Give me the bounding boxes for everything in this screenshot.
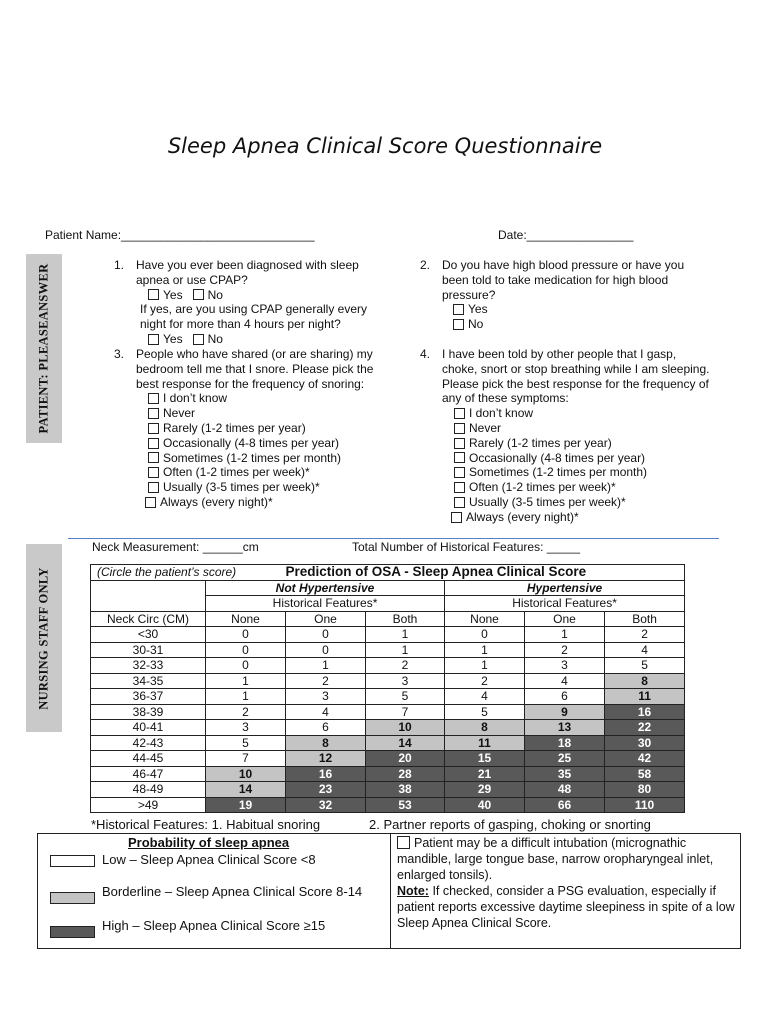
score-cell[interactable]: 11: [445, 735, 525, 751]
score-cell[interactable]: 8: [445, 720, 525, 736]
q4-option-label: Always (every night)*: [466, 509, 579, 524]
q3-option-label: Occasionally (4-8 times per year): [163, 435, 340, 450]
score-cell[interactable]: 8: [605, 673, 685, 689]
score-cell[interactable]: 10: [366, 720, 445, 736]
neck-circ-cell: 32-33: [91, 658, 206, 674]
score-cell[interactable]: 0: [286, 642, 366, 658]
neck-circ-cell: 44-45: [91, 751, 206, 767]
question-3-number: 3.: [114, 347, 125, 361]
q1-followup-yes-label: Yes: [163, 331, 183, 346]
q4-option[interactable]: [454, 495, 710, 510]
q4-option[interactable]: [454, 421, 710, 436]
question-1-text: Have you ever been diagnosed with sleep apnea or use CPAP?: [136, 258, 359, 287]
q4-option-label: I don’t know: [469, 406, 534, 421]
col-header: One: [286, 611, 366, 627]
score-cell[interactable]: 1: [206, 689, 286, 705]
table-title: Prediction of OSA - Sleep Apnea Clinical Score: [286, 565, 685, 581]
score-cell[interactable]: 29: [445, 782, 525, 798]
patient-sidebar: [26, 254, 62, 443]
historical-features-header-right: Historical Features*: [445, 596, 685, 612]
score-cell[interactable]: 10: [206, 766, 286, 782]
score-cell[interactable]: 12: [286, 751, 366, 767]
borderline-label: Borderline – Sleep Apnea Clinical Score 8-14: [102, 884, 363, 899]
col-header: Both: [366, 611, 445, 627]
score-cell[interactable]: 9: [525, 704, 605, 720]
score-cell[interactable]: 19: [206, 797, 286, 813]
score-cell[interactable]: 7: [366, 704, 445, 720]
score-cell[interactable]: 11: [605, 689, 685, 705]
q4-option-label: Occasionally (4-8 times per year): [469, 450, 646, 465]
score-cell[interactable]: 42: [605, 751, 685, 767]
neck-circ-cell: 38-39: [91, 704, 206, 720]
score-cell[interactable]: 1: [366, 642, 445, 658]
score-table: [90, 564, 685, 813]
col-header: Both: [605, 611, 685, 627]
legend-title: Probability of sleep apnea: [128, 835, 290, 850]
q4-option-checkbox[interactable]: [454, 423, 465, 434]
borderline-swatch: [50, 892, 95, 904]
q1-no-label: No: [207, 287, 223, 302]
q1-followup-yes-checkbox[interactable]: [148, 334, 159, 345]
score-cell[interactable]: 48: [525, 782, 605, 798]
neck-circ-header: Neck Circ (CM): [91, 611, 206, 627]
q4-option-label: Never: [469, 420, 502, 435]
score-cell[interactable]: 0: [445, 627, 525, 643]
q3-option[interactable]: [148, 480, 386, 495]
score-cell[interactable]: 1: [286, 658, 366, 674]
score-cell[interactable]: 66: [525, 797, 605, 813]
score-cell[interactable]: 80: [605, 782, 685, 798]
footnote-left: *Historical Features: 1. Habitual snoring: [91, 817, 321, 832]
q4-option-checkbox[interactable]: [454, 482, 465, 493]
score-cell[interactable]: 5: [206, 735, 286, 751]
question-1-followup: If yes, are you using CPAP generally every night for more than 4 hours per night?: [140, 302, 368, 332]
neck-circ-cell: 48-49: [91, 782, 206, 798]
score-cell[interactable]: 4: [525, 673, 605, 689]
historical-features-total-field[interactable]: Total Number of Historical Features: _____: [352, 540, 581, 554]
score-cell[interactable]: 58: [605, 766, 685, 782]
table-row: [91, 797, 685, 813]
q3-option[interactable]: [148, 465, 386, 480]
q3-option-checkbox[interactable]: [148, 393, 159, 404]
score-cell[interactable]: 53: [366, 797, 445, 813]
q4-option-checkbox[interactable]: [454, 438, 465, 449]
table-row: [91, 735, 685, 751]
q4-option[interactable]: [454, 436, 710, 451]
question-1: [114, 258, 394, 348]
footnote-right: 2. Partner reports of gasping, choking or snorting: [369, 817, 651, 832]
score-cell[interactable]: 4: [605, 642, 685, 658]
score-cell[interactable]: 1: [206, 673, 286, 689]
date-field[interactable]: Date:________________: [498, 228, 634, 242]
score-cell[interactable]: 1: [445, 642, 525, 658]
question-2-number: 2.: [420, 258, 431, 272]
question-3: [114, 347, 394, 527]
circle-score-note: (Circle the patient’s score): [91, 565, 286, 581]
score-cell[interactable]: 110: [605, 797, 685, 813]
score-cell[interactable]: 6: [525, 689, 605, 705]
q3-option[interactable]: [148, 436, 386, 451]
table-row: [91, 658, 685, 674]
question-1-number: 1.: [114, 258, 125, 272]
score-cell[interactable]: 6: [286, 720, 366, 736]
score-cell[interactable]: 28: [366, 766, 445, 782]
low-swatch: [50, 855, 95, 867]
q2-no-label: No: [468, 317, 484, 332]
staff-sidebar: [26, 544, 62, 732]
table-row: [91, 689, 685, 705]
q4-options: [442, 406, 710, 524]
patient-sidebar-label: PATIENT: PLEASEANSWER: [36, 263, 51, 434]
question-2: [420, 258, 710, 338]
score-cell[interactable]: 8: [286, 735, 366, 751]
table-row: [91, 642, 685, 658]
score-cell[interactable]: 0: [206, 627, 286, 643]
score-cell[interactable]: 5: [605, 658, 685, 674]
neck-measurement-field[interactable]: Neck Measurement: ______cm: [92, 540, 259, 554]
score-cell[interactable]: 5: [366, 689, 445, 705]
col-header: One: [525, 611, 605, 627]
q3-options: [136, 391, 386, 509]
low-label: Low – Sleep Apnea Clinical Score <8: [102, 852, 316, 867]
q4-option[interactable]: [454, 480, 710, 495]
score-cell[interactable]: 2: [525, 642, 605, 658]
table-row: [91, 704, 685, 720]
q1-followup-no-label: No: [207, 331, 223, 346]
question-4-number: 4.: [420, 347, 431, 361]
q3-option-checkbox[interactable]: [148, 438, 159, 449]
score-cell[interactable]: 30: [605, 735, 685, 751]
legend-panel: [37, 833, 741, 949]
q3-option[interactable]: [148, 451, 386, 466]
score-cell[interactable]: 7: [206, 751, 286, 767]
score-cell[interactable]: 2: [445, 673, 525, 689]
page-title: Sleep Apnea Clinical Score Questionnaire: [167, 134, 603, 158]
q3-option-checkbox[interactable]: [148, 423, 159, 434]
q3-option[interactable]: [148, 421, 386, 436]
staff-sidebar-label: NURSING STAFF ONLY: [36, 566, 51, 710]
question-4: [420, 347, 710, 527]
score-cell[interactable]: 35: [525, 766, 605, 782]
question-4-text: I have been told by other people that I gasp, choke, snort or stop breathing while I am sleeping. Please pick the best response for the frequency of any of these symptoms:: [442, 347, 710, 406]
intubation-checkbox[interactable]: [397, 836, 410, 849]
score-cell[interactable]: 21: [445, 766, 525, 782]
q3-option-label: Rarely (1-2 times per year): [163, 420, 306, 435]
score-cell[interactable]: 23: [286, 782, 366, 798]
score-cell[interactable]: 3: [525, 658, 605, 674]
col-header: None: [206, 611, 286, 627]
note-text: If checked, consider a PSG evaluation, especially if patient reports excessive daytime sleepiness in spite of a low Sleep Apnea Clinical Score.: [397, 884, 735, 930]
score-cell[interactable]: 4: [445, 689, 525, 705]
score-cell[interactable]: 18: [525, 735, 605, 751]
score-cell[interactable]: 20: [366, 751, 445, 767]
table-row: [91, 782, 685, 798]
score-cell[interactable]: 2: [206, 704, 286, 720]
q4-option-label: Usually (3-5 times per week)*: [469, 494, 626, 509]
score-cell[interactable]: 22: [605, 720, 685, 736]
q3-option-label: Never: [163, 406, 196, 421]
score-cell[interactable]: 3: [366, 673, 445, 689]
neck-circ-cell: 42-43: [91, 735, 206, 751]
score-cell[interactable]: 4: [286, 704, 366, 720]
score-cell[interactable]: 32: [286, 797, 366, 813]
score-cell[interactable]: 5: [445, 704, 525, 720]
col-header: None: [445, 611, 525, 627]
score-cell[interactable]: 13: [525, 720, 605, 736]
q3-option-label: Usually (3-5 times per week)*: [163, 480, 320, 495]
neck-circ-cell: 36-37: [91, 689, 206, 705]
score-cell[interactable]: 3: [286, 689, 366, 705]
neck-circ-cell: 46-47: [91, 766, 206, 782]
intubation-block: [397, 835, 737, 883]
score-cell[interactable]: 2: [286, 673, 366, 689]
q4-option-checkbox[interactable]: [454, 408, 465, 419]
q3-option-label: Sometimes (1-2 times per month): [163, 450, 342, 465]
legend-divider: [390, 834, 391, 948]
high-label: High – Sleep Apnea Clinical Score ≥15: [102, 918, 326, 933]
q3-option-checkbox[interactable]: [148, 482, 159, 493]
score-cell[interactable]: 2: [366, 658, 445, 674]
score-cell[interactable]: 1: [366, 627, 445, 643]
score-cell[interactable]: 0: [206, 658, 286, 674]
q2-yes-label: Yes: [468, 302, 488, 317]
q3-option-label: Often (1-2 times per week)*: [163, 465, 310, 480]
q1-no-checkbox[interactable]: [193, 289, 204, 300]
question-2-text: Do you have high blood pressure or have you been told to take medication for high blood pressure?: [442, 258, 685, 302]
score-cell[interactable]: 38: [366, 782, 445, 798]
q4-option-label: Often (1-2 times per week)*: [469, 480, 616, 495]
score-cell[interactable]: 40: [445, 797, 525, 813]
q2-no-checkbox[interactable]: [453, 319, 464, 330]
note-block: [397, 883, 737, 931]
q4-option-checkbox[interactable]: [454, 452, 465, 463]
q3-option[interactable]: [145, 495, 386, 510]
note-label: Note:: [397, 884, 429, 898]
q4-option[interactable]: [454, 465, 710, 480]
intubation-text: Patient may be a difficult intubation (micrognathic mandible, large tongue base, narrow oropharyngeal inlet, enlarged tonsils).: [397, 836, 714, 882]
neck-circ-cell: 30-31: [91, 642, 206, 658]
q3-option[interactable]: [148, 391, 386, 406]
score-cell[interactable]: 0: [206, 642, 286, 658]
q2-yes-checkbox[interactable]: [453, 304, 464, 315]
score-cell[interactable]: 15: [445, 751, 525, 767]
table-row: [91, 751, 685, 767]
q3-option-label: Always (every night)*: [160, 494, 273, 509]
q3-option-checkbox[interactable]: [148, 408, 159, 419]
table-row: [91, 673, 685, 689]
q4-option-label: Sometimes (1-2 times per month): [469, 465, 648, 480]
q3-option-checkbox[interactable]: [145, 497, 156, 508]
table-row: [91, 720, 685, 736]
q1-followup-no-checkbox[interactable]: [193, 334, 204, 345]
q3-option[interactable]: [148, 406, 386, 421]
neck-circ-cell: >49: [91, 797, 206, 813]
hypertensive-header: Hypertensive: [445, 580, 685, 596]
q4-option[interactable]: [454, 451, 710, 466]
table-row: [91, 627, 685, 643]
score-cell[interactable]: 14: [366, 735, 445, 751]
q3-option-checkbox[interactable]: [148, 467, 159, 478]
not-hypertensive-header: Not Hypertensive: [206, 580, 445, 596]
neck-circ-cell: 34-35: [91, 673, 206, 689]
q1-yes-checkbox[interactable]: [148, 289, 159, 300]
score-cell[interactable]: 1: [445, 658, 525, 674]
q4-option[interactable]: [454, 406, 710, 421]
score-cell[interactable]: 3: [206, 720, 286, 736]
q4-option-checkbox[interactable]: [451, 512, 462, 523]
neck-circ-cell: 40-41: [91, 720, 206, 736]
q4-option[interactable]: [451, 510, 710, 525]
score-cell[interactable]: 14: [206, 782, 286, 798]
question-3-text: People who have shared (or are sharing) my bedroom tell me that I snore. Please pick the best response for the frequency of snoring:: [136, 347, 374, 391]
q3-option-label: I don’t know: [163, 391, 228, 406]
score-cell[interactable]: 1: [525, 627, 605, 643]
q3-option-checkbox[interactable]: [148, 452, 159, 463]
score-cell[interactable]: 0: [286, 627, 366, 643]
neck-circ-cell: <30: [91, 627, 206, 643]
high-swatch: [50, 926, 95, 938]
table-row: [91, 766, 685, 782]
score-cell[interactable]: 16: [286, 766, 366, 782]
q4-option-label: Rarely (1-2 times per year): [469, 435, 612, 450]
q4-option-checkbox[interactable]: [454, 497, 465, 508]
score-cell[interactable]: 2: [605, 627, 685, 643]
score-cell[interactable]: 16: [605, 704, 685, 720]
table-corner: [91, 580, 206, 611]
q1-yes-label: Yes: [163, 287, 183, 302]
q4-option-checkbox[interactable]: [454, 467, 465, 478]
patient-name-field[interactable]: Patient Name:_____________________________: [45, 228, 315, 242]
score-cell[interactable]: 25: [525, 751, 605, 767]
section-divider: [68, 538, 719, 539]
historical-features-header-left: Historical Features*: [206, 596, 445, 612]
